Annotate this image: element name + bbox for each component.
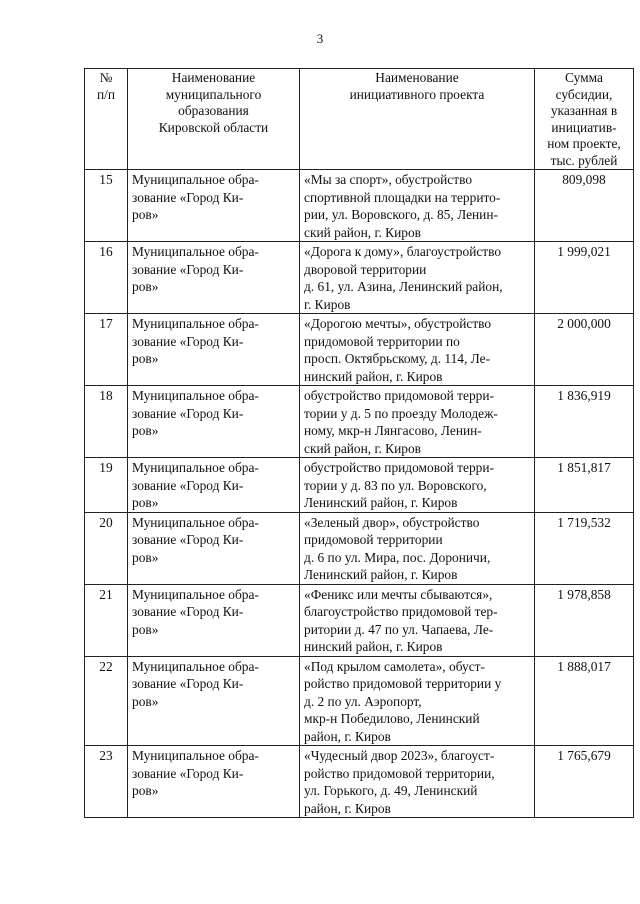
row-municipality: Муниципальное обра- зование «Город Ки- ров» <box>128 386 300 458</box>
row-num: 20 <box>85 512 128 584</box>
row-project: «Дорога к дому», благоустройство дворовой территории д. 61, ул. Азина, Ленинский район, г. Киров <box>300 242 535 314</box>
page-number: 3 <box>316 31 324 46</box>
table-row <box>85 458 634 513</box>
row-num: 23 <box>85 746 128 818</box>
row-num: 16 <box>85 242 128 314</box>
header-num: № п/п <box>85 69 128 170</box>
row-sum: 1 888,017 <box>535 656 634 746</box>
row-sum: 2 000,000 <box>535 314 634 386</box>
row-sum: 1 999,021 <box>535 242 634 314</box>
row-project: «Феникс или мечты сбываются», благоустройство придомовой тер- ритории д. 47 по ул. Чапаева, Ле- нинский район, г. Киров <box>300 584 535 656</box>
row-num: 18 <box>85 386 128 458</box>
table-row <box>85 314 634 386</box>
row-project: обустройство придомовой терри- тории у д. 83 по ул. Воровского, Ленинский район, г. Киров <box>300 458 535 513</box>
row-municipality: Муниципальное обра- зование «Город Ки- ров» <box>128 170 300 242</box>
table-row <box>85 512 634 584</box>
row-project: обустройство придомовой терри- тории у д. 5 по проезду Молодеж- ному, мкр-н Лянгасово, Ленин- ский район, г. Киров <box>300 386 535 458</box>
table-row <box>85 746 634 818</box>
header-municipality: Наименование муниципального образования Кировской области <box>128 69 300 170</box>
table-row <box>85 656 634 746</box>
row-municipality: Муниципальное обра- зование «Город Ки- ров» <box>128 746 300 818</box>
header-project: Наименование инициативного проекта <box>300 69 535 170</box>
row-num: 19 <box>85 458 128 513</box>
table-row <box>85 242 634 314</box>
row-municipality: Муниципальное обра- зование «Город Ки- ров» <box>128 242 300 314</box>
header-sum: Сумма субсидии, указанная в инициатив- ном проекте, тыс. рублей <box>535 69 634 170</box>
row-num: 15 <box>85 170 128 242</box>
row-municipality: Муниципальное обра- зование «Город Ки- ров» <box>128 512 300 584</box>
row-sum: 1 836,919 <box>535 386 634 458</box>
row-sum: 809,098 <box>535 170 634 242</box>
table-header-row <box>85 69 634 170</box>
row-sum: 1 765,679 <box>535 746 634 818</box>
table-row <box>85 170 634 242</box>
row-num: 22 <box>85 656 128 746</box>
row-sum: 1 851,817 <box>535 458 634 513</box>
row-municipality: Муниципальное обра- зование «Город Ки- ров» <box>128 314 300 386</box>
row-project: «Дорогою мечты», обустройство придомовой территории по просп. Октябрьскому, д. 114, Ле- нинский район, г. Киров <box>300 314 535 386</box>
row-project: «Чудесный двор 2023», благоуст- ройство придомовой территории, ул. Горького, д. 49, Ленинский район, г. Киров <box>300 746 535 818</box>
row-project: «Зеленый двор», обустройство придомовой территории д. 6 по ул. Мира, пос. Дороничи, Ленинский район, г. Киров <box>300 512 535 584</box>
row-project: «Мы за спорт», обустройство спортивной площадки на террито- рии, ул. Воровского, д. 85, Ленин- ский район, г. Киров <box>300 170 535 242</box>
row-sum: 1 978,858 <box>535 584 634 656</box>
subsidy-table <box>84 68 634 818</box>
row-municipality: Муниципальное обра- зование «Город Ки- ров» <box>128 584 300 656</box>
table-row <box>85 584 634 656</box>
row-municipality: Муниципальное обра- зование «Город Ки- ров» <box>128 458 300 513</box>
row-num: 17 <box>85 314 128 386</box>
table-row <box>85 386 634 458</box>
row-sum: 1 719,532 <box>535 512 634 584</box>
row-project: «Под крылом самолета», обуст- ройство придомовой территории у д. 2 по ул. Аэропорт, мкр-н Победилово, Ленинский район, г. Киров <box>300 656 535 746</box>
row-municipality: Муниципальное обра- зование «Город Ки- ров» <box>128 656 300 746</box>
row-num: 21 <box>85 584 128 656</box>
